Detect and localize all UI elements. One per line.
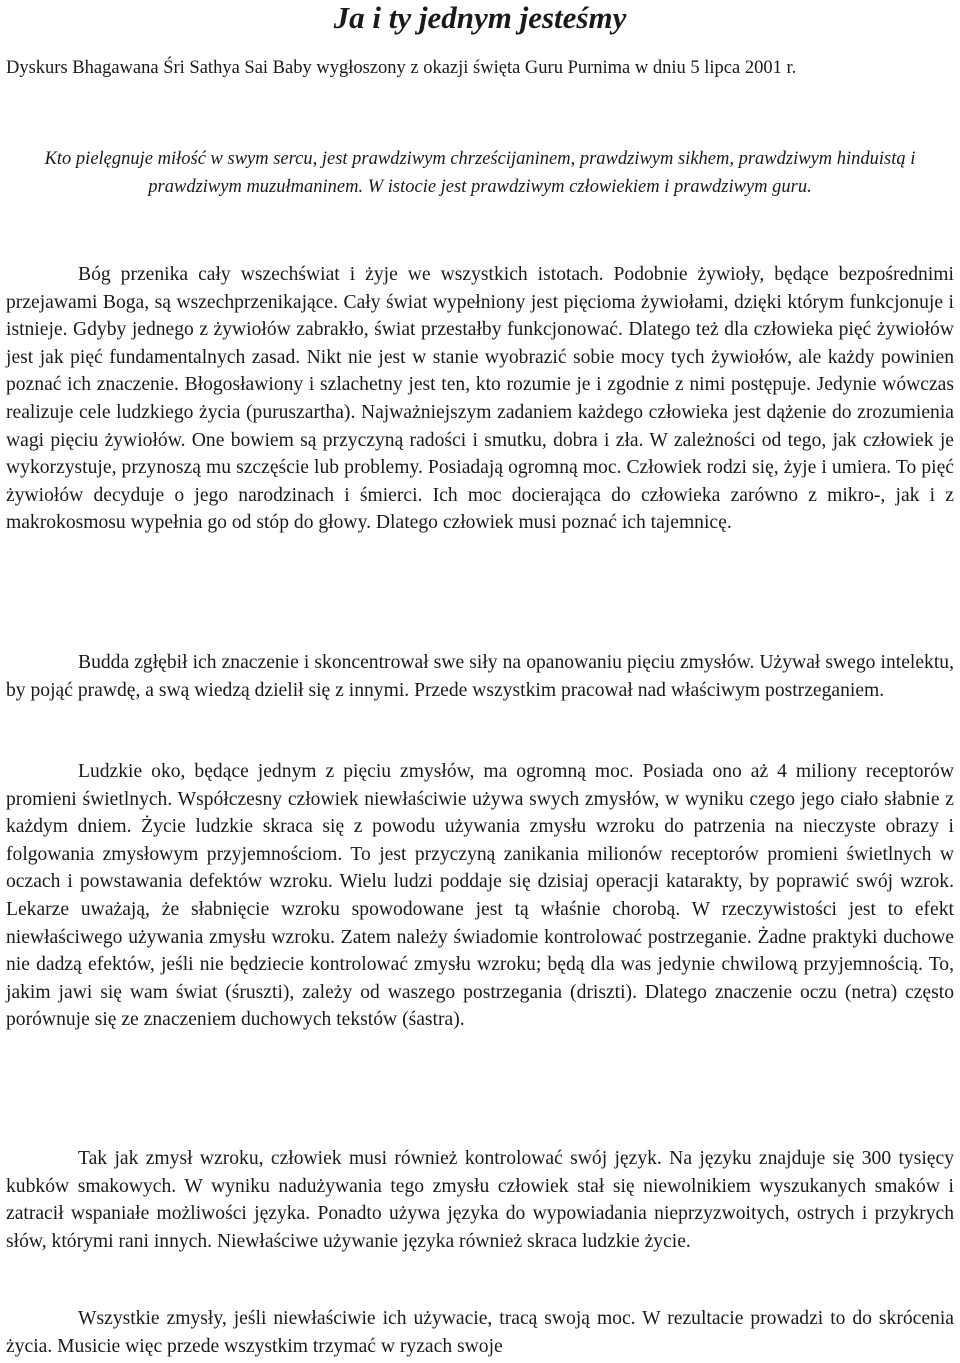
page-title: Ja i ty jednym jesteśmy [333, 0, 627, 35]
opening-quote: Kto pielęgnuje miłość w swym sercu, jest prawdziwym chrześcijaninem, prawdziwym sikhem, prawdziwym hinduistą i prawdziwym muzułmaninem. W istocie jest prawdziwym człowiekiem i prawdziwym guru. [44, 149, 916, 197]
paragraph-eye: Ludzkie oko, będące jednym z pięciu zmysłów, ma ogromną moc. Posiada ono aż 4 miliony receptorów promieni świetlnych. Współczesny człowiek niewłaściwie używa swych zmysłów, w wyniku czego jego ciało słabnie z każdym dniem. Życie ludzkie skraca się z powodu używania zmysłu wzroku do patrzenia na nieczyste obrazy i folgowania zmysłowym przyjemnościom. To jest przyczyną zanikania milionów receptorów promieni świetlnych w oczach i powstawania defektów wzroku. Wielu ludzi poddaje się dzisiaj operacji katarakty, by poprawić swój wzrok. Lekarze uważają, że słabnięcie wzroku spowodowane jest tą właśnie chorobą. W rzeczywistości jest to efekt niewłaściwego używania zmysłu wzroku. Zatem należy świadomie kontrolować postrzeganie. Żadne praktyki duchowe nie dadzą efektów, jeśli nie będziecie kontrolować zmysłu wzroku; będą dla was jedynie chwilową przyjemnością. To, jakim jawi się wam świat (śruszti), zależy od waszego postrzegania (driszti). Dlatego znaczenie oczu (netra) często porównuje się ze znaczeniem duchowych tekstów (śastra). [6, 761, 954, 1031]
paragraph-senses: Wszystkie zmysły, jeśli niewłaściwie ich używacie, tracą swoją moc. W rezultacie prowadzi to do skrócenia życia. Musicie więc przede wszystkim trzymać w ryzach swoje [6, 1308, 954, 1357]
paragraph-buddha: Budda zgłębił ich znaczenie i skoncentrował swe siły na opanowaniu pięciu zmysłów. Używał swego intelektu, by pojąć prawdę, a swą wiedzą dzielił się z innymi. Przede wszystkim pracował nad właściwym postrzeganiem. [6, 652, 954, 701]
paragraph-tongue: Tak jak zmysł wzroku, człowiek musi również kontrolować swój język. Na języku znajduje się 300 tysięcy kubków smakowych. W wyniku nadużywania tego zmysłu człowiek stał się niewolnikiem wyszukanych smaków i zatracił wspaniałe możliwości języka. Ponadto używa języka do wypowiadania nieprzyzwoitych, ostrych i przykrych słów, którymi rani innych. Niewłaściwe używanie języka również skraca ludzkie życie. [6, 1148, 954, 1252]
discourse-subtitle: Dyskurs Bhagawana Śri Sathya Sai Baby wygłoszony z okazji święta Guru Purnima w dniu 5 lipca 2001 r. [6, 58, 797, 78]
paragraph-elements: Bóg przenika cały wszechświat i żyje we wszystkich istotach. Podobnie żywioły, będące bezpośrednimi przejawami Boga, są wszechprzenikające. Cały świat wypełniony jest pięcioma żywiołami, dzięki którym funkcjonuje i istnieje. Gdyby jednego z żywiołów zabrakło, świat przestałby funkcjonować. Dlatego też dla człowieka pięć żywiołów jest jak pięć fundamentalnych zasad. Nikt nie jest w stanie wyobrazić sobie mocy tych żywiołów, ale każdy powinien poznać ich znaczenie. Błogosławiony i szlachetny jest ten, kto rozumie je i zgodnie z nimi postępuje. Jedynie wówczas realizuje cele ludzkiego życia (puruszartha). Najważniejszym zadaniem każdego człowieka jest dążenie do zrozumienia wagi pięciu żywiołów. One bowiem są przyczyną radości i smutku, dobra i zła. W zależności od tego, jak człowiek je wykorzystuje, przynoszą mu szczęście lub problemy. Posiadają ogromną moc. Człowiek rodzi się, żyje i umiera. To pięć żywiołów decyduje o jego narodzinach i śmierci. Ich moc docierająca do człowieka zarówno z mikro-, jak i z makrokosmosu wypełnia go od stóp do głowy. Dlatego człowiek musi poznać ich tajemnicę. [6, 264, 954, 534]
